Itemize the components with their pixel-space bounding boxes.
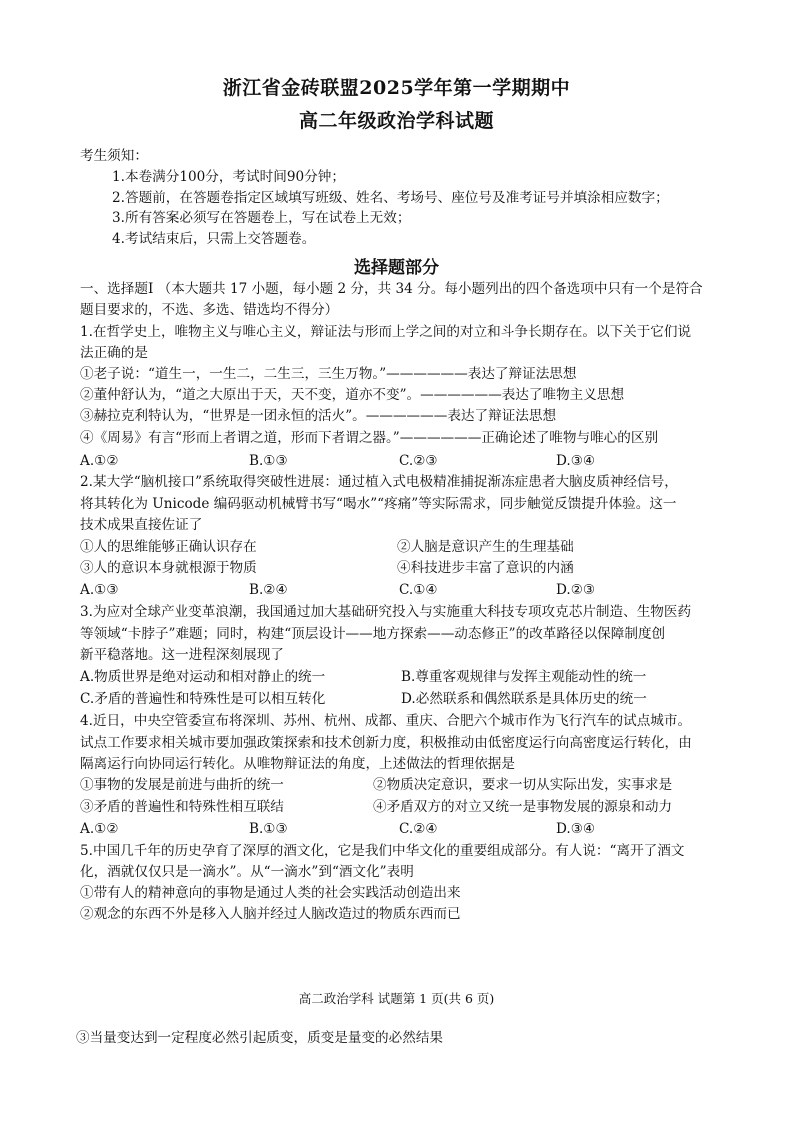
exam-subtitle: 高二年级政治学科试题 [298, 110, 494, 132]
statement: ②董仲舒认为，“道之大原出于天，天不变，道亦不变”。——————表达了唯物主义思想 [80, 387, 625, 403]
section-title: 选择题部分 [354, 258, 439, 278]
statement: ③矛盾的普遍性和特殊性相互联结 [80, 799, 284, 815]
option-c[interactable]: C.②④ [399, 821, 438, 837]
question-stem: 技术成果直接佐证了 [80, 517, 203, 533]
notice-item: 3.所有答案必须写在答题卷上，写在试卷上无效； [112, 210, 411, 226]
question-stem: 4.近日，中央空管委宣布将深圳、苏州、杭州、成都、重庆、合肥六个城市作为飞行汽车的试点城市。 [80, 713, 692, 729]
statement: ②物质决定意识，要求一切从实际出发，实事求是 [373, 777, 673, 793]
question-stem: 法正确的是 [80, 345, 148, 361]
statement: ③当量变达到一定程度必然引起质变，质变是量变的必然结果 [76, 1030, 444, 1046]
notice-item: 1.本卷满分100分，考试时间90分钟； [112, 169, 345, 185]
statement: ④科技进步丰富了意识的内涵 [397, 560, 574, 576]
statement: ②观念的东西不外是移入人脑并经过人脑改造过的物质东西而已 [80, 906, 461, 922]
statement: ①事物的发展是前进与曲折的统一 [80, 777, 284, 793]
question-stem: 等领域“卡脖子”难题；同时，构建“顶层设计——地方探索——动态修正”的改革路径以保障制度创 [80, 626, 666, 642]
question-stem: 1.在哲学史上，唯物主义与唯心主义，辩证法与形而上学之间的对立和斗争长期存在。以下关于它们说 [80, 324, 692, 340]
option-b[interactable]: B.尊重客观规律与发挥主观能动性的统一 [401, 669, 647, 685]
option-d[interactable]: D.③④ [556, 821, 596, 837]
option-a[interactable]: A.①② [80, 821, 119, 837]
question-stem: 试点工作要求相关城市要加强政策探索和技术创新力度，积极推动由低密度运行向高密度运行转化，由 [80, 735, 692, 751]
part-intro: 一、选择题Ⅰ （本大题共 17 小题，每小题 2 分，共 34 分。每小题列出的四个备选项中只有一个是符合 [80, 281, 703, 297]
option-d[interactable]: D.③④ [556, 453, 596, 469]
part-intro: 题目要求的，不选、多选、错选均不得分） [80, 302, 339, 318]
statement: ①人的思维能够正确认识存在 [80, 539, 257, 555]
notice-item: 4.考试结束后，只需上交答题卷。 [112, 231, 316, 247]
statement: ③赫拉克利特认为，“世界是一团永恒的活火”。——————表达了辩证法思想 [80, 408, 557, 424]
option-a[interactable]: A.物质世界是绝对运动和相对静止的统一 [80, 669, 326, 685]
statement: ①老子说：“道生一，一生二，二生三，三生万物。”——————表达了辩证法思想 [80, 366, 577, 382]
option-d[interactable]: D.必然联系和偶然联系是具体历史的统一 [401, 691, 647, 707]
question-stem: 隔离运行向协同运行转化。从唯物辩证法的角度，上述做法的哲理依据是 [80, 756, 515, 772]
question-stem: 将其转化为 Unicode 编码驱动机械臂书写“喝水”“疼痛”等实际需求，同步触觉反馈提升体验。这一 [80, 496, 677, 512]
option-a[interactable]: A.①③ [80, 582, 119, 598]
question-stem: 化，酒就仅仅只是一滴水”。从“一滴水”到“酒文化”表明 [80, 864, 414, 880]
statement: ④矛盾双方的对立又统一是事物发展的源泉和动力 [373, 799, 673, 815]
exam-title: 浙江省金砖联盟2025学年第一学期期中 [222, 77, 571, 99]
statement: ③人的意识本身就根源于物质 [80, 560, 257, 576]
statement: ④《周易》有言“形而上者谓之道，形而下者谓之器。”——————正确论述了唯物与唯心的区别 [80, 430, 659, 446]
statement: ②人脑是意识产生的生理基础 [397, 539, 574, 555]
question-stem: 2.某大学“脑机接口”系统取得突破性进展：通过植入式电极精准捕捉渐冻症患者大脑皮质神经信号， [80, 474, 678, 490]
notice-item: 2.答题前，在答题卷指定区域填写班级、姓名、考场号、座位号及准考证号并填涂相应数字； [112, 190, 669, 206]
option-b[interactable]: B.②④ [249, 582, 288, 598]
option-c[interactable]: C.②③ [399, 453, 438, 469]
question-stem: 新平稳落地。这一进程深刻展现了 [80, 647, 284, 663]
option-b[interactable]: B.①③ [249, 821, 288, 837]
option-c[interactable]: C.矛盾的普遍性和特殊性是可以相互转化 [80, 691, 326, 707]
statement: ①带有人的精神意向的事物是通过人类的社会实践活动创造出来 [80, 885, 461, 901]
question-stem: 3.为应对全球产业变革浪潮，我国通过加大基础研究投入与实施重大科技专项攻克芯片制造、生物医药 [80, 604, 692, 620]
option-d[interactable]: D.②③ [556, 582, 596, 598]
option-a[interactable]: A.①② [80, 453, 119, 469]
question-stem: 5.中国几千年的历史孕育了深厚的酒文化，它是我们中华文化的重要组成部分。有人说：“离开了酒文 [80, 843, 685, 859]
page-footer: 高二政治学科 试题第 1 页(共 6 页) [298, 991, 495, 1006]
option-b[interactable]: B.①③ [249, 453, 288, 469]
notice-heading: 考生须知： [80, 148, 148, 164]
option-c[interactable]: C.①④ [399, 582, 438, 598]
